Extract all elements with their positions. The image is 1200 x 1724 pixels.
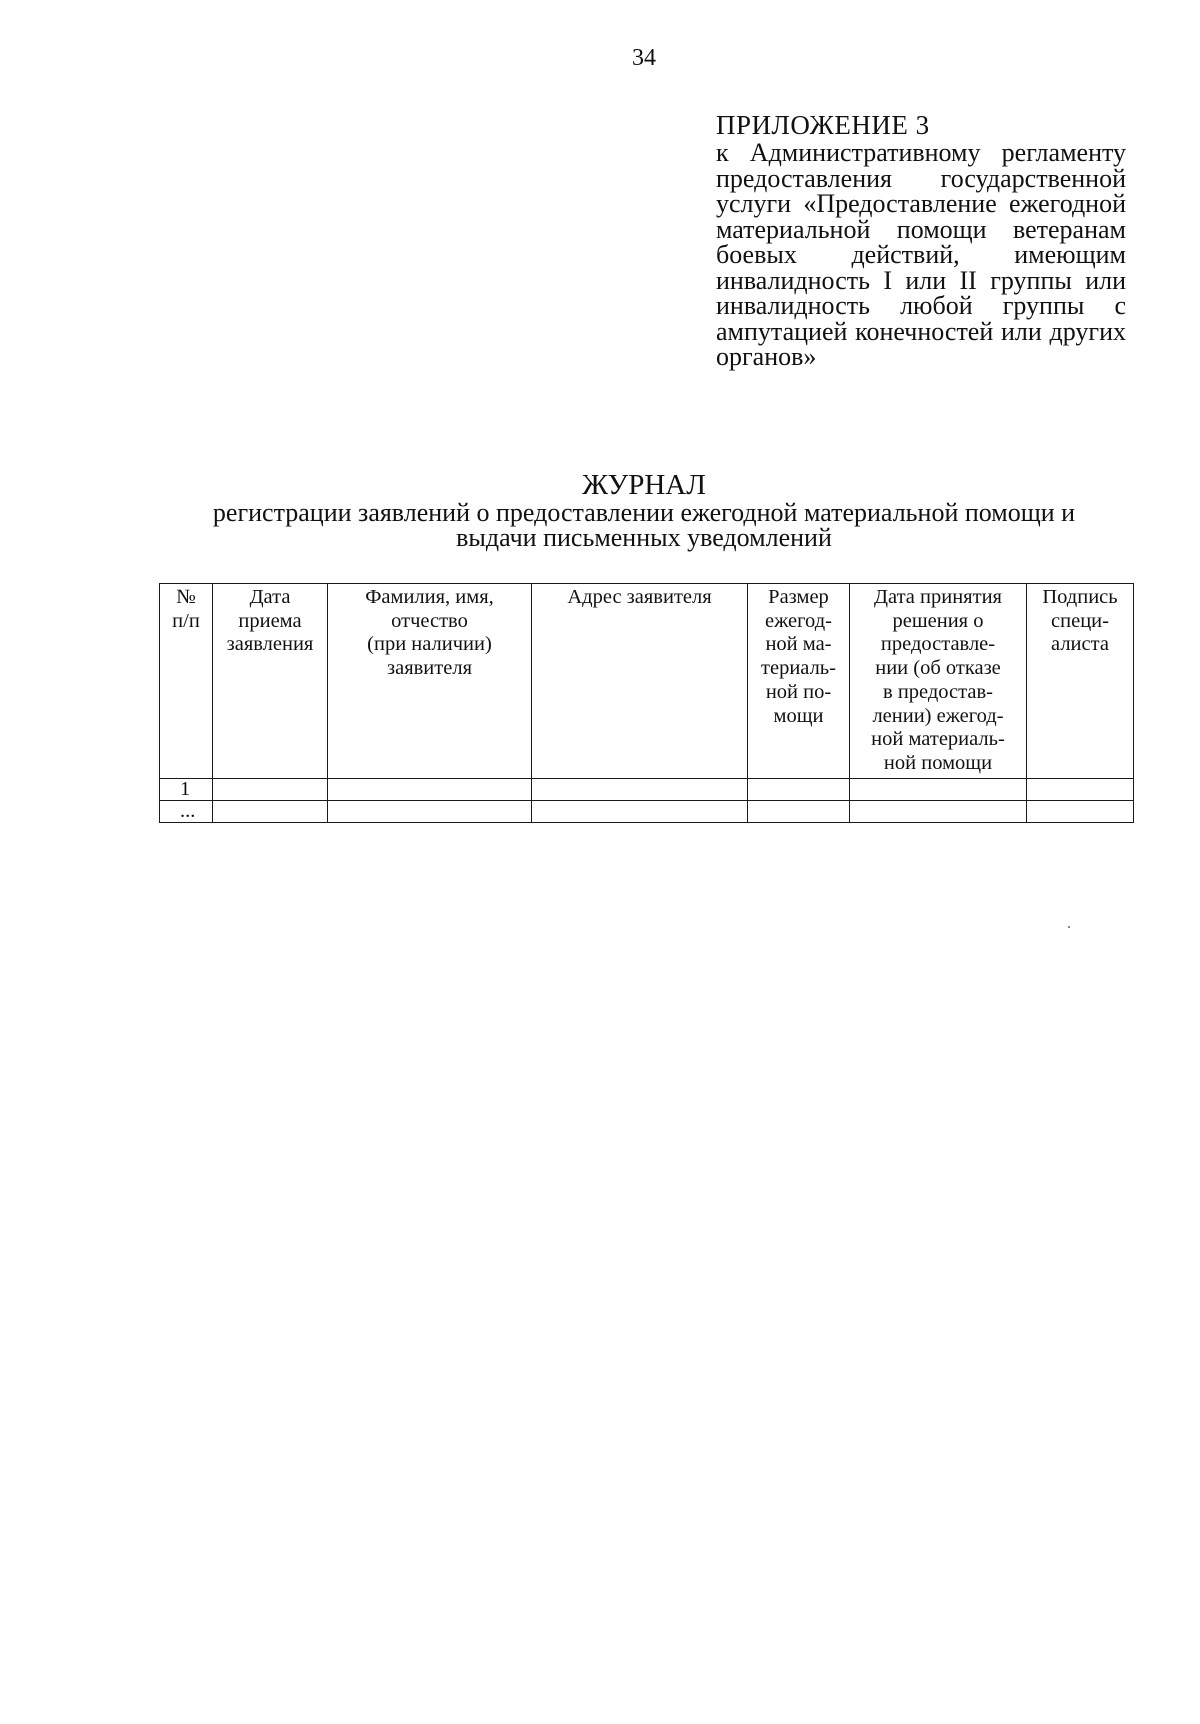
journal-title: ЖУРНАЛ bbox=[582, 469, 706, 501]
table-cell bbox=[213, 779, 328, 801]
table-row bbox=[160, 801, 1134, 823]
table-cell bbox=[328, 779, 532, 801]
table-cell bbox=[532, 801, 748, 823]
table-header-row bbox=[160, 584, 1134, 779]
header-aid-amount: Размер ежегод- ной ма- териаль- ной по- мощи bbox=[748, 584, 850, 779]
table-cell bbox=[850, 801, 1027, 823]
header-applicant-name: Фамилия, имя, отчество (при наличии) заявителя bbox=[328, 584, 532, 779]
appendix-text: к Административному регламенту предоставления государственной услуги «Предоставление ежегодной материальной помощи ветеранам боевых действий, имеющим инвалидность I или II группы или инвалидность любой группы с ампутацией конечностей или других органов» bbox=[716, 138, 1126, 371]
table-cell bbox=[748, 779, 850, 801]
page-number: 34 bbox=[632, 45, 656, 71]
header-specialist-signature: Подпись специ- алиста bbox=[1027, 584, 1134, 779]
journal-table bbox=[159, 583, 1134, 823]
table-cell bbox=[213, 801, 328, 823]
table-cell bbox=[328, 801, 532, 823]
table-cell: 1 bbox=[160, 779, 213, 801]
header-decision-date: Дата принятия решения о предоставле- нии (об отказе в предостав- лении) ежегод- ной материаль- ной помощи bbox=[850, 584, 1027, 779]
journal-subtitle: регистрации заявлений о предоставлении ежегодной материальной помощи и выдачи письменных уведомлений bbox=[212, 498, 1076, 552]
table-cell bbox=[1027, 801, 1134, 823]
header-application-date: Дата приема заявления bbox=[213, 584, 328, 779]
table-cell bbox=[748, 801, 850, 823]
scan-dot bbox=[1068, 926, 1070, 928]
table-cell bbox=[850, 779, 1027, 801]
table-cell: ... bbox=[160, 801, 213, 823]
table-row bbox=[160, 779, 1134, 801]
appendix-block bbox=[716, 110, 1126, 370]
header-number: № п/п bbox=[160, 584, 213, 779]
table-cell bbox=[1027, 779, 1134, 801]
appendix-title: ПРИЛОЖЕНИЕ 3 bbox=[716, 110, 930, 140]
table-cell bbox=[532, 779, 748, 801]
header-applicant-address: Адрес заявителя bbox=[532, 584, 748, 779]
